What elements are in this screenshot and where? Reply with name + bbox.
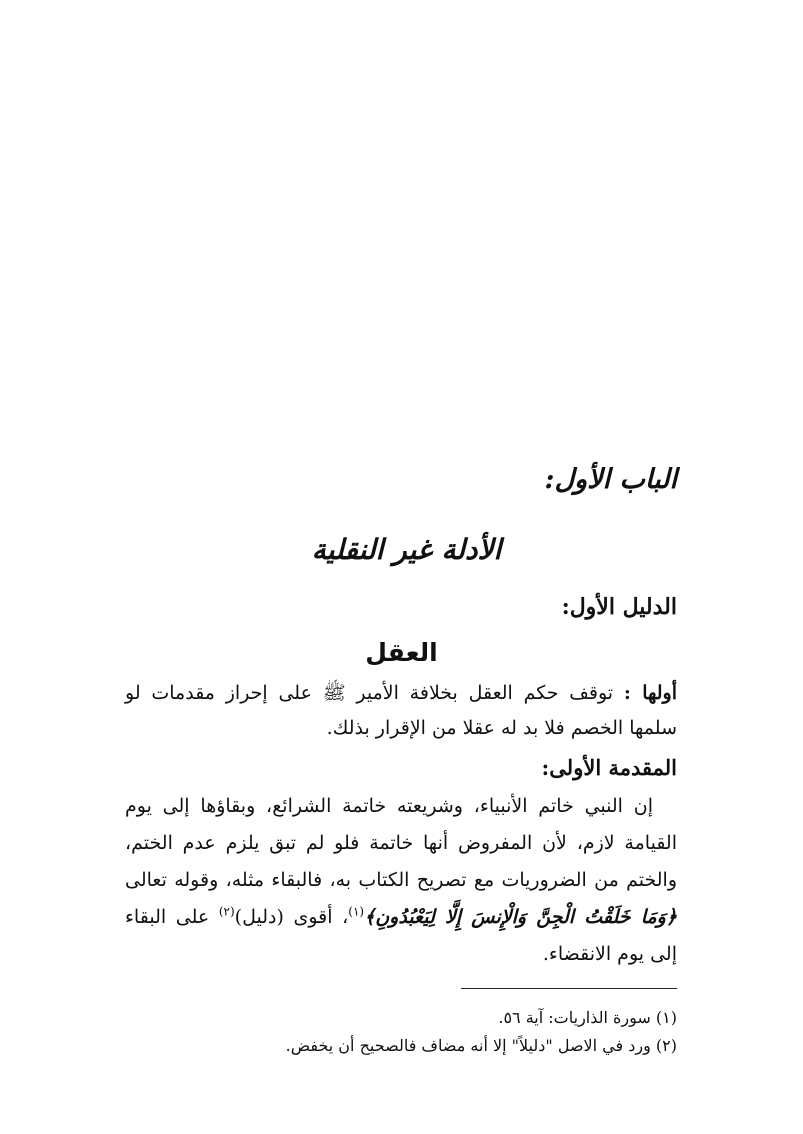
- paragraph-text-before: إن النبي خاتم الأنبياء، وشريعته خاتمة الشرائع، وبقاؤها إلى يوم القيامة لازم، لأن المفروض أنها خاتمة فلو لم تبق يلزم عدم الختم، والختم من الضروريات مع تصريح الكتاب به، فالبقاء مثله، وقوله تعالى: [125, 795, 677, 891]
- premise-heading: المقدمة الأولى:: [541, 755, 677, 780]
- paragraph-text-middle: ، أقوى (دليل): [234, 906, 349, 928]
- footnote-mark-1[interactable]: (١): [348, 904, 365, 919]
- evidence-heading: الدليل الأول:: [561, 594, 677, 620]
- section-title: الأدلة غير النقلية: [311, 533, 502, 566]
- paragraph-first-point: [125, 676, 677, 746]
- footnote-divider: [461, 988, 677, 989]
- quran-verse: ﴿وَمَا خَلَقْتُ الْجِنَّ وَالْإِنسَ إِلَّا لِيَعْبُدُونِ﴾: [364, 906, 677, 928]
- footnote-mark-2[interactable]: (٢): [218, 904, 235, 919]
- evidence-title: العقل: [365, 638, 438, 667]
- footnote-1: (١) سورة الذاريات: آية ٥٦.: [498, 1008, 677, 1027]
- footnote-2: (٢) ورد في الاصل "دليلاً" إلا أنه مضاف فالصحيح أن يخفض.: [285, 1036, 677, 1055]
- chapter-title: الباب الأول:: [544, 464, 677, 495]
- footnotes: [125, 1004, 677, 1060]
- paragraph-text-after: على البقاء إلى يوم الانقضاء.: [125, 906, 677, 965]
- paragraph-lead: أولها :: [623, 682, 677, 704]
- paragraph-text: توقف حكم العقل بخلافة الأمير ﷺ على إحراز مقدمات لو سلمها الخصم فلا بد له عقلا من الإقرار بذلك.: [125, 682, 677, 739]
- paragraph-premise: [125, 788, 677, 973]
